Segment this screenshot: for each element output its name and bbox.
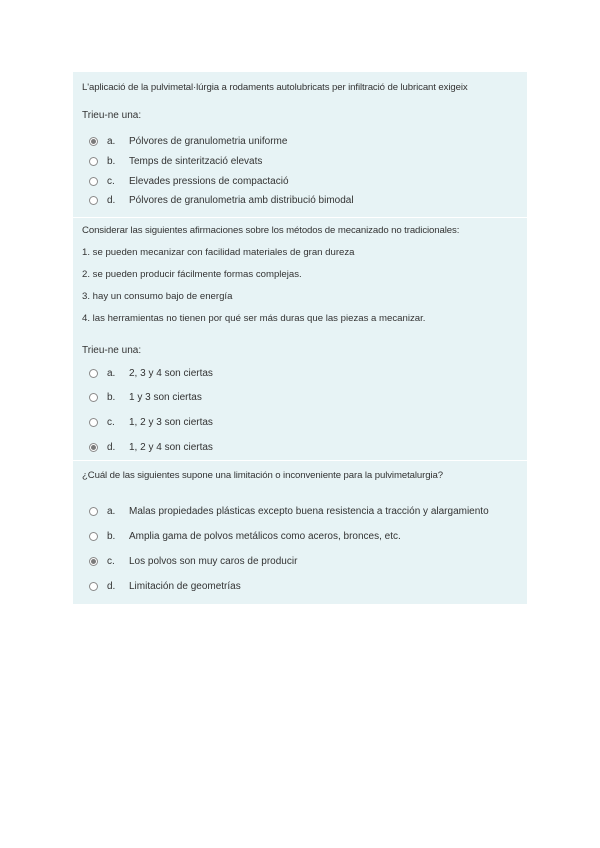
option-text: 1, 2 y 4 son ciertas <box>129 441 213 453</box>
option-letter: d. <box>107 580 116 592</box>
question-1 <box>73 72 527 217</box>
option-letter: b. <box>107 155 116 167</box>
option-text: Limitación de geometrías <box>129 580 241 592</box>
question-2-option-a[interactable] <box>89 366 213 380</box>
option-letter: a. <box>107 367 116 379</box>
question-1-prompt: Trieu-ne una: <box>82 110 142 121</box>
question-1-text: L'aplicació de la pulvimetal·lúrgia a rodaments autolubricats per infiltració de lubricant exigeix <box>82 82 468 93</box>
radio-button[interactable] <box>89 443 98 452</box>
statement-1: 1. se pueden mecanizar con facilidad materiales de gran dureza <box>82 247 355 258</box>
option-text: 1, 2 y 3 son ciertas <box>129 416 213 428</box>
question-2-prompt: Trieu-ne una: <box>82 345 142 356</box>
radio-button[interactable] <box>89 177 98 186</box>
option-letter: c. <box>107 175 115 187</box>
question-3-option-b[interactable] <box>89 529 401 543</box>
question-3-option-c[interactable] <box>89 554 297 568</box>
question-3-option-d[interactable] <box>89 579 241 593</box>
option-text: Pólvores de granulometria amb distribució bimodal <box>129 194 354 206</box>
option-text: 2, 3 y 4 son ciertas <box>129 367 213 379</box>
option-text: Pólvores de granulometria uniforme <box>129 135 288 147</box>
radio-button[interactable] <box>89 196 98 205</box>
option-letter: b. <box>107 530 116 542</box>
radio-button[interactable] <box>89 393 98 402</box>
statement-4: 4. las herramientas no tienen por qué ser más duras que las piezas a mecanizar. <box>82 313 426 324</box>
option-text: Malas propiedades plásticas excepto buena resistencia a tracción y alargamiento <box>129 505 489 517</box>
question-2-option-c[interactable] <box>89 415 213 429</box>
radio-button[interactable] <box>89 157 98 166</box>
option-letter: d. <box>107 441 116 453</box>
question-3-text: ¿Cuál de las siguientes supone una limitación o inconveniente para la pulvimetalurgia? <box>82 470 443 481</box>
option-text: Temps de sinterització elevats <box>129 155 263 167</box>
radio-button[interactable] <box>89 582 98 591</box>
option-text: 1 y 3 son ciertas <box>129 391 202 403</box>
statement-2: 2. se pueden producir fácilmente formas complejas. <box>82 269 302 280</box>
option-text: Amplia gama de polvos metálicos como aceros, bronces, etc. <box>129 530 401 542</box>
option-letter: c. <box>107 416 115 428</box>
option-letter: d. <box>107 194 116 206</box>
question-3-option-a[interactable] <box>89 504 489 518</box>
radio-button[interactable] <box>89 137 98 146</box>
question-1-option-b[interactable] <box>89 154 262 168</box>
question-1-option-d[interactable] <box>89 193 354 207</box>
option-letter: c. <box>107 555 115 567</box>
question-2-option-b[interactable] <box>89 390 202 404</box>
question-2 <box>73 218 527 460</box>
question-1-option-c[interactable] <box>89 174 289 188</box>
option-text: Los polvos son muy caros de producir <box>129 555 298 567</box>
radio-button[interactable] <box>89 557 98 566</box>
question-3 <box>73 461 527 604</box>
statement-3: 3. hay un consumo bajo de energía <box>82 291 233 302</box>
option-text: Elevades pressions de compactació <box>129 175 289 187</box>
option-letter: a. <box>107 505 116 517</box>
option-letter: b. <box>107 391 116 403</box>
radio-button[interactable] <box>89 369 98 378</box>
radio-button[interactable] <box>89 532 98 541</box>
radio-button[interactable] <box>89 507 98 516</box>
question-2-option-d[interactable] <box>89 440 213 454</box>
question-1-option-a[interactable] <box>89 134 287 148</box>
question-2-text: Considerar las siguientes afirmaciones sobre los métodos de mecanizado no tradicionales: <box>82 225 460 236</box>
option-letter: a. <box>107 135 116 147</box>
radio-button[interactable] <box>89 418 98 427</box>
